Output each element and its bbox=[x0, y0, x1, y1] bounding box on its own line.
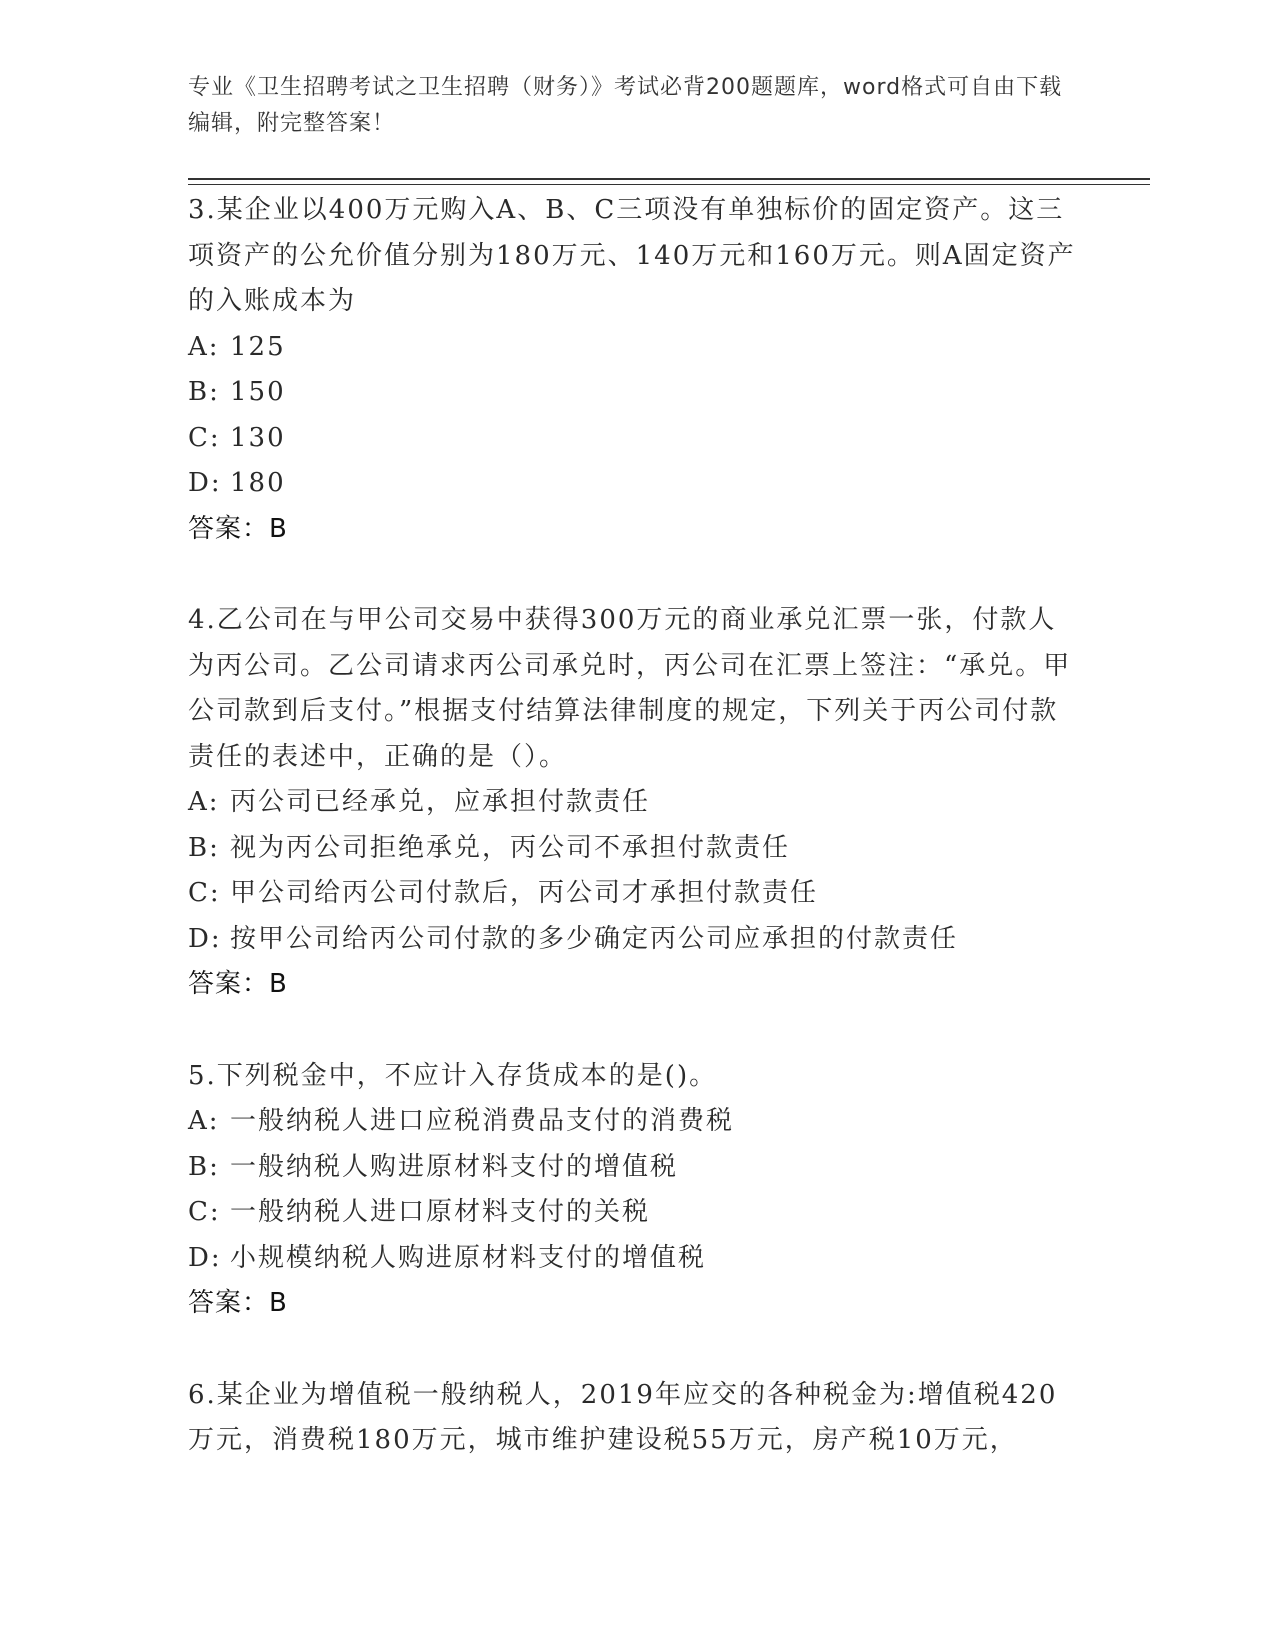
option-text: 一般纳税人购进原材料支付的增值税 bbox=[230, 1151, 679, 1182]
option-letter: B: bbox=[188, 1151, 220, 1182]
answer-line: 答案：B bbox=[188, 969, 288, 999]
question-stem: 6.某企业为增值税一般纳税人，2019年应交的各种税金为:增值税420万元，消费税180万元，城市维护建设税55万元，房产税10万元， bbox=[188, 1379, 1058, 1455]
option-text: 一般纳税人进口应税消费品支付的消费税 bbox=[230, 1106, 735, 1136]
header-divider-thin bbox=[188, 184, 1150, 185]
option-text: 丙公司已经承兑，应承担付款责任 bbox=[230, 787, 651, 817]
option-b bbox=[188, 1145, 1088, 1191]
option-text: 小规模纳税人购进原材料支付的增值税 bbox=[230, 1242, 707, 1273]
question-6 bbox=[188, 1373, 1088, 1464]
option-b bbox=[188, 826, 1088, 872]
option-c bbox=[188, 871, 1088, 917]
option-c bbox=[188, 1190, 1088, 1236]
option-d bbox=[188, 917, 1088, 963]
option-text: 视为丙公司拒绝承兑，丙公司不承担付款责任 bbox=[230, 832, 791, 863]
option-d bbox=[188, 1236, 1088, 1282]
option-letter: D: bbox=[188, 1242, 222, 1273]
question-4 bbox=[188, 598, 1088, 1008]
option-d bbox=[188, 461, 1088, 507]
option-letter: C: bbox=[188, 422, 221, 453]
option-text: 一般纳税人进口原材料支付的关税 bbox=[230, 1197, 651, 1227]
question-3 bbox=[188, 188, 1088, 552]
option-c bbox=[188, 416, 1088, 462]
option-a bbox=[188, 780, 1088, 826]
option-text: 130 bbox=[230, 422, 286, 453]
answer-line: 答案：B bbox=[188, 1288, 288, 1318]
question-list bbox=[188, 188, 1088, 1464]
option-letter: D: bbox=[188, 923, 222, 954]
question-spacer bbox=[188, 1008, 1088, 1054]
option-a bbox=[188, 325, 1088, 371]
document-header: 专业《卫生招聘考试之卫生招聘（财务）》考试必背200题题库，word格式可自由下载编辑，附完整答案！ bbox=[188, 75, 1063, 136]
option-text: 甲公司给丙公司付款后，丙公司才承担付款责任 bbox=[230, 878, 819, 908]
option-letter: A: bbox=[188, 1106, 220, 1136]
option-letter: C: bbox=[188, 1197, 221, 1227]
option-letter: B: bbox=[188, 377, 220, 407]
option-text: 125 bbox=[230, 331, 286, 362]
option-letter: A: bbox=[188, 331, 220, 362]
option-letter: C: bbox=[188, 878, 221, 908]
question-spacer bbox=[188, 1327, 1088, 1373]
option-b bbox=[188, 370, 1088, 416]
option-a bbox=[188, 1099, 1088, 1145]
header-divider bbox=[188, 178, 1150, 180]
question-stem: 3.某企业以400万元购入A、B、C三项没有单独标价的固定资产。这三项资产的公允价值分别为180万元、140万元和160万元。则A固定资产的入账成本为 bbox=[188, 195, 1076, 316]
question-stem: 5.下列税金中，不应计入存货成本的是()。 bbox=[188, 1060, 718, 1091]
option-text: 按甲公司给丙公司付款的多少确定丙公司应承担的付款责任 bbox=[230, 923, 959, 954]
question-5 bbox=[188, 1054, 1088, 1327]
option-letter: A: bbox=[188, 787, 220, 817]
question-spacer bbox=[188, 552, 1088, 598]
option-text: 150 bbox=[230, 377, 286, 407]
answer-line: 答案：B bbox=[188, 513, 288, 544]
option-letter: D: bbox=[188, 468, 222, 498]
question-stem: 4.乙公司在与甲公司交易中获得300万元的商业承兑汇票一张，付款人为丙公司。乙公司请求丙公司承兑时，丙公司在汇票上签注：“承兑。甲公司款到后支付。”根据支付结算法律制度的规定，下列关于丙公司付款责任的表述中，正确的是（）。 bbox=[188, 605, 1072, 772]
option-text: 180 bbox=[230, 468, 286, 498]
option-letter: B: bbox=[188, 832, 220, 863]
